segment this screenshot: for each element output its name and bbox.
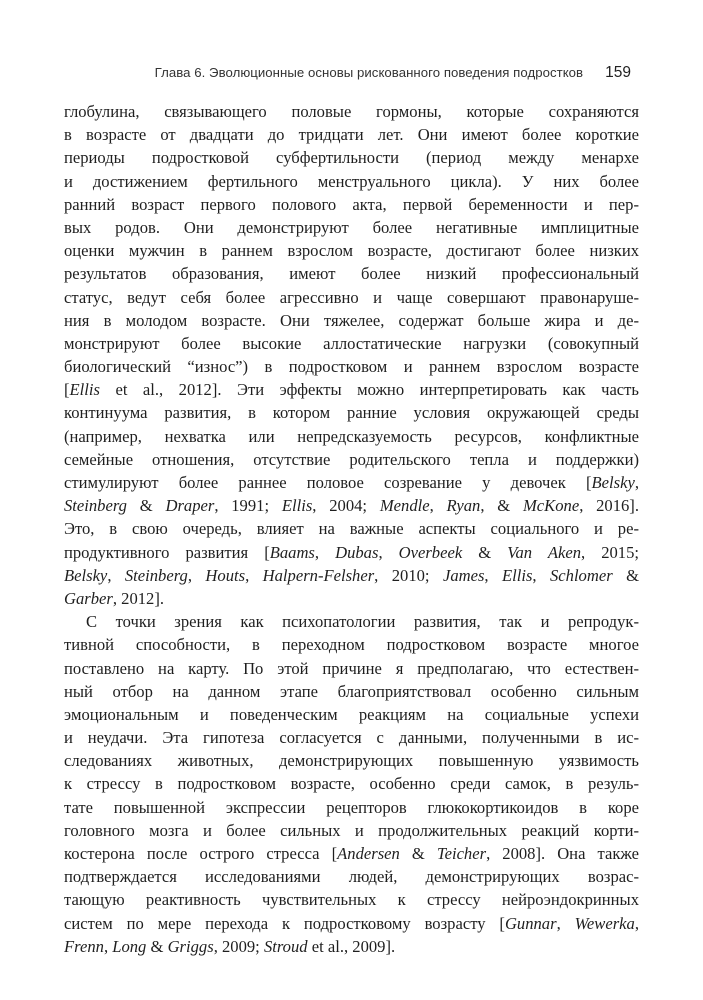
text-line: поставлено на карту. По этой причине я предполагаю, что естествен-	[64, 658, 639, 678]
text-line: семейные отношения, отсутствие родительского тепла и поддержки)	[64, 449, 639, 469]
page-number: 159	[605, 64, 631, 81]
text-line: и неудачи. Эта гипотеза согласуется с данными, полученными в ис-	[64, 728, 639, 748]
text-line: систем по мере перехода к подростковому возрасту [Gunnar, Wewerka,	[64, 913, 639, 933]
text-line: биологический “износ”) в подростковом и раннем взрослом возрасте	[64, 357, 639, 377]
body-text	[64, 100, 639, 958]
text-line: Это, в свою очередь, влияет на важные аспекты социального и ре-	[64, 519, 639, 539]
text-line: глобулина, связывающего половые гормоны, которые сохраняются	[64, 102, 639, 121]
text-line: оценки мужчин в раннем взрослом возрасте, достигают более низких	[64, 241, 639, 261]
text-line: периоды подростковой субфертильности (период между менархе	[64, 148, 639, 168]
text-line: Belsky, Steinberg, Houts, Halpern-Felsher, 2010; James, Ellis, Schlomer &	[64, 565, 639, 585]
text-line: в возрасте от двадцати до тридцати лет. Они имеют более короткие	[64, 125, 639, 145]
text-line: тате повышенной экспрессии рецепторов глюкокортикоидов в коре	[64, 797, 639, 817]
text-line: монстрируют более высокие аллостатические нагрузки (совокупный	[64, 333, 639, 353]
text-line: следованиях животных, демонстрирующих повышенную уязвимость	[64, 751, 639, 771]
text-line: эмоциональным и поведенческим реакциям на социальные успехи	[64, 704, 639, 724]
text-line: вых родов. Они демонстрируют более негативные имплицитные	[64, 217, 639, 237]
text-line: результатов образования, имеют более низкий профессиональный	[64, 264, 639, 284]
text-line: (например, нехватка или непредсказуемость ресурсов, конфликтные	[64, 426, 639, 446]
text-line: С точки зрения как психопатологии развития, так и репродук-	[86, 612, 639, 632]
text-line: тивной способности, в переходном подростковом возрасте многое	[64, 635, 639, 655]
text-line: Steinberg & Draper, 1991; Ellis, 2004; Mendle, Ryan, & McKone, 2016].	[64, 496, 639, 516]
text-line: костерона после острого стресса [Andersen & Teicher, 2008]. Она также	[64, 844, 639, 863]
text-line: стимулируют более раннее половое созревание у девочек [Belsky,	[64, 473, 639, 492]
text-line: статус, ведут себя более агрессивно и чаще совершают правонаруше-	[64, 287, 639, 307]
text-line: Frenn, Long & Griggs, 2009; Stroud et al., 2009].	[64, 936, 396, 956]
text-line: ранний возраст первого полового акта, первой беременности и пер-	[64, 194, 639, 214]
paragraph	[64, 610, 639, 958]
paragraph	[64, 100, 639, 610]
text-line: головного мозга и более сильных и продолжительных реакций корти-	[64, 820, 639, 840]
running-title: Глава 6. Эволюционные основы рискованного поведения подростков	[154, 65, 584, 80]
running-header	[64, 64, 631, 88]
text-line: ния в молодом возрасте. Они тяжелее, содержат больше жира и де-	[64, 310, 639, 330]
text-line: подтверждается исследованиями людей, демонстрирующих возрас-	[64, 867, 639, 887]
text-line: к стрессу в подростковом возрасте, особенно среди самок, в резуль-	[64, 774, 639, 794]
text-line: тающую реактивность чувствительных к стрессу нейроэндокринных	[64, 890, 639, 910]
text-line: континуума развития, в котором ранние условия окружающей среды	[64, 403, 639, 423]
text-line: ный отбор на данном этапе благоприятствовал особенно сильным	[64, 681, 639, 701]
text-line: Garber, 2012].	[64, 588, 165, 608]
text-line: [Ellis et al., 2012]. Эти эффекты можно интерпретировать как часть	[64, 380, 639, 400]
text-line: и достижением фертильного менструального цикла). У них более	[64, 171, 639, 191]
text-line: продуктивного развития [Baams, Dubas, Overbeek & Van Aken, 2015;	[64, 542, 640, 562]
